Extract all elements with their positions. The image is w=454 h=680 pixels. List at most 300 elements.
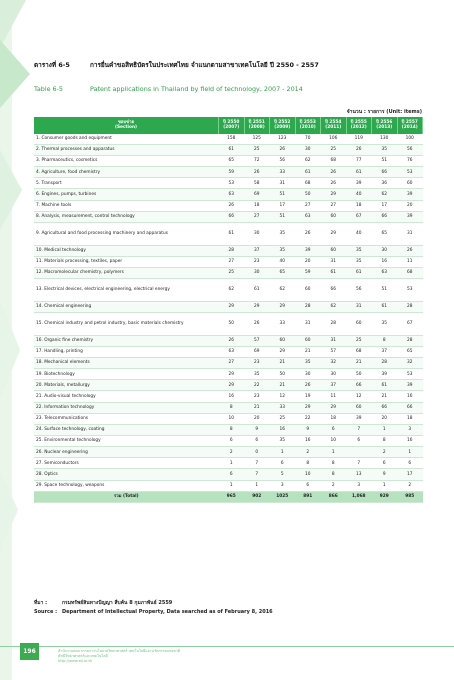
year-th: ปี 2552 [274,120,291,125]
table-row [34,134,423,145]
cell-value: 70 [295,134,321,145]
deco-triangle [0,150,22,230]
cell-value: 60 [346,402,372,413]
cell-value: 8 [321,458,347,469]
cell-value: 40 [346,222,372,245]
cell-value: 11 [321,391,347,402]
section-name: 22. Information technology [34,402,219,413]
cell-value: 28 [372,358,398,369]
cell-value: 53 [397,167,423,178]
cell-value: 8 [372,436,398,447]
cell-value: 61 [295,167,321,178]
table-row [34,480,423,491]
cell-value: 26 [219,335,245,346]
cell-value: 2 [321,480,347,491]
cell-value: 40 [346,189,372,200]
cell-value: 29 [219,301,245,312]
cell-value: 26 [321,167,347,178]
cell-value: 10 [219,413,245,424]
section-header-en: (Section) [114,125,138,131]
year-header [244,117,270,134]
cell-value: 35 [270,222,296,245]
source-text-english: Department of Intellectual Property, Data searched as of February 8, 2016 [62,609,273,615]
table-row [34,335,423,346]
cell-value: 68 [346,346,372,357]
cell-value: 50 [219,312,245,335]
cell-value: 59 [295,267,321,278]
cell-value: 56 [270,156,296,167]
year-header [397,117,423,134]
footer-rule [0,646,454,647]
section-name: 10. Medical technology [34,245,219,256]
cell-value: 20 [372,413,398,424]
cell-value: 61 [219,144,245,155]
table-row [34,256,423,267]
cell-value [346,447,372,458]
section-name: 17. Handling, printing [34,346,219,357]
table-row [34,380,423,391]
cell-value: 2 [219,447,245,458]
cell-value: 29 [244,301,270,312]
cell-value: 51 [372,156,398,167]
cell-value: 20 [244,413,270,424]
cell-value: 60 [321,245,347,256]
cell-value: 60 [397,178,423,189]
cell-value: 19 [295,391,321,402]
unit-label: จำนวน : รายการ (Unit: items) [346,109,422,115]
cell-value: 61 [219,222,245,245]
cell-value: 28 [397,335,423,346]
cell-value: 57 [244,335,270,346]
cell-value: 1 [372,424,398,435]
cell-value: 32 [321,358,347,369]
section-name: 21. Audio-visual technology [34,391,219,402]
cell-value: 62 [219,279,245,302]
cell-value: 65 [270,267,296,278]
table-header-row [34,117,423,134]
cell-value: 1 [219,458,245,469]
cell-value: 25 [346,335,372,346]
cell-value: 35 [346,245,372,256]
cell-value: 1 [244,480,270,491]
cell-value: 17 [372,200,398,211]
table-row [34,391,423,402]
cell-value: 6 [270,458,296,469]
cell-value: 40 [270,256,296,267]
cell-value: 30 [244,222,270,245]
cell-value: 8 [372,335,398,346]
table-row [34,358,423,369]
cell-value: 10 [295,469,321,480]
cell-value: 1 [270,447,296,458]
section-name: 6. Engines, pumps, turbines [34,189,219,200]
cell-value: 158 [219,134,245,145]
table-label-thai: ตารางที่ 6-5 [34,61,70,69]
cell-value: 62 [372,189,398,200]
year-en: (2014) [401,125,418,131]
cell-value: 26 [346,144,372,155]
cell-value: 72 [244,156,270,167]
cell-value: 26 [321,178,347,189]
section-name: 2. Thermal processes and apparatus [34,144,219,155]
cell-value: 2 [372,447,398,458]
cell-value: 3 [397,424,423,435]
cell-value: 32 [397,358,423,369]
cell-value: 125 [244,134,270,145]
cell-value: 63 [219,189,245,200]
cell-value: 6 [346,436,372,447]
cell-value: 30 [295,144,321,155]
source-label-thai: ที่มา : [34,600,48,606]
cell-value: 68 [397,267,423,278]
cell-value: 29 [321,402,347,413]
cell-value: 31 [321,335,347,346]
cell-value: 33 [270,167,296,178]
cell-value: 16 [397,391,423,402]
cell-value: 35 [270,245,296,256]
section-name: 29. Space technology, weapons [34,480,219,491]
cell-value: 12 [270,391,296,402]
cell-value: 21 [270,358,296,369]
cell-value: 31 [321,256,347,267]
year-header [372,117,398,134]
year-en: (2007) [223,125,240,131]
table-row [34,245,423,256]
cell-value: 1 [397,447,423,458]
cell-value: 29 [321,222,347,245]
cell-value: 35 [295,358,321,369]
table-row [34,436,423,447]
total-label: รวม (Total) [34,491,219,502]
cell-value: 50 [270,369,296,380]
cell-value: 929 [372,491,398,502]
cell-value: 65 [219,156,245,167]
table-row [34,301,423,312]
cell-value: 1 [219,480,245,491]
cell-value: 68 [295,178,321,189]
cell-value: 76 [397,156,423,167]
cell-value: 25 [244,144,270,155]
cell-value: 5 [270,469,296,480]
cell-value: 56 [397,144,423,155]
cell-value: 39 [295,245,321,256]
table-row [34,167,423,178]
footer-org-line1: สำนักงานคณะกรรมการนโยบายวิทยาศาสตร์ เทคโนโลยีและนวัตกรรมแห่งชาติ [58,649,181,653]
cell-value: 66 [321,279,347,302]
cell-value: 8 [219,402,245,413]
cell-value: 8 [219,424,245,435]
deco-triangle [0,40,30,108]
cell-value: 66 [219,211,245,222]
cell-value: 31 [346,301,372,312]
cell-value: 7 [346,424,372,435]
cell-value: 61 [372,301,398,312]
cell-value: 57 [321,346,347,357]
cell-value: 6 [219,436,245,447]
cell-value: 67 [397,312,423,335]
cell-value: 7 [244,469,270,480]
page-number: 196 [20,643,39,660]
cell-value: 12 [346,391,372,402]
cell-value: 26 [219,200,245,211]
cell-value: 25 [270,413,296,424]
cell-value: 6 [397,458,423,469]
cell-value: 27 [219,358,245,369]
cell-value: 66 [372,402,398,413]
cell-value: 21 [372,391,398,402]
cell-value: 27 [244,211,270,222]
table-row [34,424,423,435]
cell-value: 17 [397,469,423,480]
table-row [34,156,423,167]
year-en: (2010) [299,125,316,131]
deco-triangle [0,300,20,400]
cell-value: 29 [219,380,245,391]
year-header [321,117,347,134]
cell-value: 16 [270,424,296,435]
cell-value: 9 [244,424,270,435]
cell-value: 27 [219,256,245,267]
cell-value: 30 [244,267,270,278]
cell-value: 39 [397,380,423,391]
cell-value: 61 [321,267,347,278]
cell-value: 51 [270,189,296,200]
cell-value: 21 [270,380,296,391]
cell-value: 60 [295,279,321,302]
cell-value: 22 [244,380,270,391]
cell-value: 62 [321,301,347,312]
footer-org-line2: ดัชนีวิทยาศาสตร์และเทคโนโลยี [58,654,108,659]
cell-value: 28 [321,312,347,335]
year-header [295,117,321,134]
source-label-english: Source : [34,609,58,615]
cell-value: 67 [346,211,372,222]
footer-url[interactable]: http://www.sti.or.th [58,659,93,664]
cell-value: 29 [219,369,245,380]
year-en: (2008) [248,125,265,131]
table-row [34,144,423,155]
cell-value: 28 [295,301,321,312]
cell-value: 29 [270,301,296,312]
cell-value: 65 [397,346,423,357]
section-header-th: ขอบข่าย [117,120,135,125]
year-th: ปี 2553 [299,120,316,125]
cell-value: 35 [244,369,270,380]
cell-value: 16 [295,436,321,447]
cell-value: 30 [321,369,347,380]
section-name: 8. Analysis, measurement, control technology [34,211,219,222]
table-row [34,279,423,302]
cell-value: 130 [372,134,398,145]
section-name: 9. Agricultural and food processing machinery and apparatus [34,222,219,245]
table-row [34,178,423,189]
cell-value: 16 [372,256,398,267]
cell-value: 21 [244,402,270,413]
year-header [346,117,372,134]
cell-value: 25 [321,144,347,155]
cell-value: 35 [372,312,398,335]
cell-value: 62 [270,279,296,302]
cell-value: 16 [397,436,423,447]
cell-value: 9 [372,469,398,480]
year-en: (2009) [274,125,291,131]
cell-value: 66 [372,211,398,222]
cell-value: 28 [219,245,245,256]
cell-value: 6 [219,469,245,480]
cell-value: 26 [397,245,423,256]
cell-value: 39 [372,369,398,380]
cell-value: 60 [295,335,321,346]
cell-value: 30 [295,369,321,380]
section-name: 25. Environmental technology [34,436,219,447]
cell-value: 8 [321,469,347,480]
cell-value: 53 [397,369,423,380]
cell-value: 51 [270,211,296,222]
deco-triangle [0,470,18,550]
cell-value: 51 [372,279,398,302]
section-header [34,117,219,134]
cell-value: 39 [397,211,423,222]
cell-value: 37 [321,380,347,391]
cell-value: 1,068 [346,491,372,502]
table-row [34,312,423,335]
cell-value: 37 [372,346,398,357]
table-row [34,402,423,413]
cell-value: 6 [295,480,321,491]
patent-table [34,117,423,503]
cell-value: 61 [244,279,270,302]
cell-value: 61 [346,267,372,278]
cell-value: 58 [244,178,270,189]
cell-value: 37 [244,245,270,256]
cell-value: 2 [295,447,321,458]
cell-value: 27 [321,200,347,211]
section-name: 28. Optics [34,469,219,480]
cell-value: 100 [397,134,423,145]
cell-value: 1 [321,447,347,458]
cell-value: 23 [244,358,270,369]
cell-value: 119 [346,134,372,145]
cell-value: 33 [270,402,296,413]
cell-value: 891 [295,491,321,502]
cell-value: 18 [321,413,347,424]
cell-value: 13 [346,469,372,480]
cell-value: 31 [270,178,296,189]
section-name: 1. Consumer goods and equipment [34,134,219,145]
table-row [34,447,423,458]
cell-value: 66 [346,380,372,391]
table-row [34,413,423,424]
cell-value: 39 [397,189,423,200]
cell-value: 16 [219,391,245,402]
cell-value: 123 [270,134,296,145]
cell-value: 10 [321,436,347,447]
cell-value: 1 [372,480,398,491]
cell-value: 30 [372,245,398,256]
cell-value: 18 [346,200,372,211]
cell-value: 26 [295,222,321,245]
cell-value: 902 [244,491,270,502]
cell-value: 35 [346,256,372,267]
section-name: 27. Semiconductors [34,458,219,469]
year-header [270,117,296,134]
section-name: 18. Mechanical elements [34,358,219,369]
cell-value: 29 [321,189,347,200]
cell-value: 61 [372,380,398,391]
cell-value: 21 [346,358,372,369]
section-name: 16. Organic fine chemistry [34,335,219,346]
source-text-thai: กรมทรัพย์สินทางปัญญา สืบค้น 8 กุมภาพันธ์ 2559 [62,600,173,606]
section-name: 20. Materials, metallurgy [34,380,219,391]
cell-value: 20 [397,200,423,211]
cell-value: 53 [219,178,245,189]
table-row [34,189,423,200]
cell-value: 23 [244,391,270,402]
table-row [34,458,423,469]
cell-value: 18 [397,413,423,424]
year-th: ปี 2557 [401,120,418,125]
cell-value: 28 [397,301,423,312]
cell-value: 20 [295,256,321,267]
section-name: 23. Telecommunications [34,413,219,424]
cell-value: 69 [244,189,270,200]
cell-value: 60 [321,211,347,222]
cell-value: 985 [397,491,423,502]
table-row [34,200,423,211]
footer-text [58,649,180,665]
year-header [219,117,245,134]
table-row [34,369,423,380]
cell-value: 36 [372,178,398,189]
cell-value: 77 [346,156,372,167]
section-name: 11. Materials processing, textiles, paper [34,256,219,267]
section-name: 3. Pharmaceutics, cosmetics [34,156,219,167]
cell-value: 1025 [270,491,296,502]
section-name: 7. Machine tools [34,200,219,211]
cell-value: 66 [372,167,398,178]
cell-value: 0 [244,447,270,458]
cell-value: 7 [244,458,270,469]
section-name: 24. Surface technology, coating [34,424,219,435]
section-name: 12. Macromolecular chemistry, polymers [34,267,219,278]
cell-value: 60 [346,312,372,335]
cell-value: 56 [346,279,372,302]
section-name: 5. Transport [34,178,219,189]
cell-value: 17 [270,200,296,211]
year-th: ปี 2554 [325,120,342,125]
table-body [34,134,423,503]
section-name: 26. Nuclear engineering [34,447,219,458]
cell-value: 9 [295,424,321,435]
cell-value: 33 [270,312,296,335]
cell-value: 22 [295,413,321,424]
table-row [34,211,423,222]
cell-value: 26 [270,144,296,155]
cell-value: 35 [270,436,296,447]
cell-value: 39 [346,178,372,189]
year-th: ปี 2555 [350,120,367,125]
year-th: ปี 2556 [376,120,393,125]
cell-value: 60 [270,335,296,346]
cell-value: 62 [295,156,321,167]
cell-value: 29 [295,402,321,413]
year-th: ปี 2551 [248,120,265,125]
cell-value: 26 [295,380,321,391]
cell-value: 8 [295,458,321,469]
cell-value: 31 [295,312,321,335]
section-name: 4. Agriculture, food chemistry [34,167,219,178]
section-name: 19. Biotechnology [34,369,219,380]
